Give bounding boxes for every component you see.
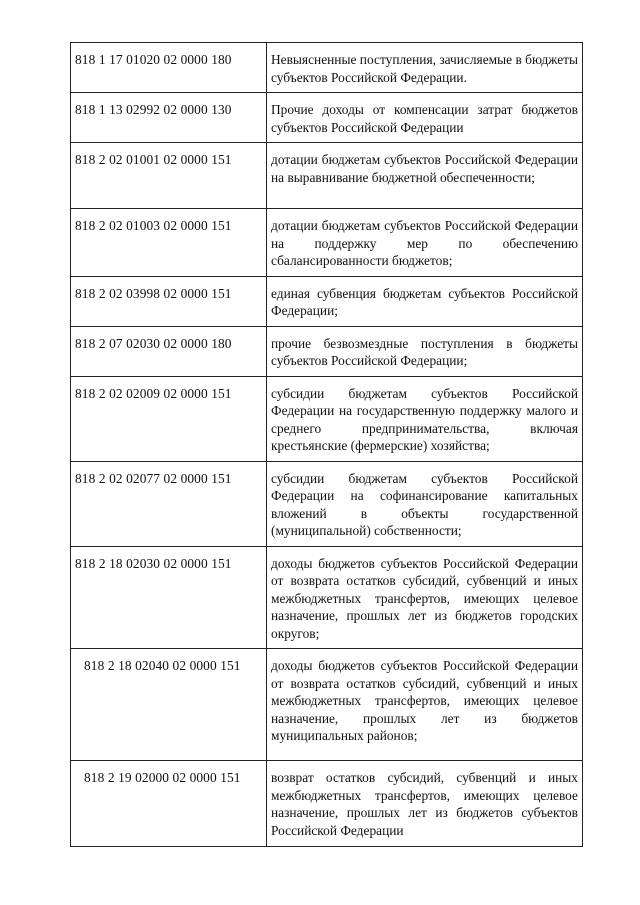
description-cell: прочие безвозмездные поступления в бюджеты субъектов Российской Федерации; <box>267 326 583 376</box>
table-row <box>71 93 583 143</box>
budget-codes-table <box>70 42 583 847</box>
description-cell: дотации бюджетам субъектов Российской Федерации на поддержку мер по обеспечению сбалансированности бюджетов; <box>267 209 583 277</box>
code-cell: 818 2 02 01003 02 0000 151 <box>71 209 267 277</box>
table-row <box>71 546 583 649</box>
code-cell: 818 1 17 01020 02 0000 180 <box>71 43 267 93</box>
code-cell: 818 1 13 02992 02 0000 130 <box>71 93 267 143</box>
code-cell: 818 2 19 02000 02 0000 151 <box>71 761 267 847</box>
table-row <box>71 326 583 376</box>
code-cell: 818 2 02 02009 02 0000 151 <box>71 376 267 461</box>
code-cell: 818 2 02 01001 02 0000 151 <box>71 143 267 209</box>
code-cell: 818 2 18 02030 02 0000 151 <box>71 546 267 649</box>
table-row <box>71 209 583 277</box>
table-row <box>71 276 583 326</box>
description-cell: дотации бюджетам субъектов Российской Федерации на выравнивание бюджетной обеспеченности; <box>267 143 583 209</box>
description-cell: субсидии бюджетам субъектов Российской Федерации на софинансирование капитальных вложений в объекты государственной (муниципальной) собственности; <box>267 461 583 546</box>
description-cell: доходы бюджетов субъектов Российской Федерации от возврата остатков субсидий, субвенций и иных межбюджетных трансфертов, имеющих целевое назначение, прошлых лет из бюджетов муниципальных районов; <box>267 649 583 761</box>
table-row <box>71 376 583 461</box>
description-cell: единая субвенция бюджетам субъектов Российской Федерации; <box>267 276 583 326</box>
table-row <box>71 43 583 93</box>
description-cell: Прочие доходы от компенсации затрат бюджетов субъектов Российской Федерации <box>267 93 583 143</box>
table-row <box>71 649 583 761</box>
description-cell: возврат остатков субсидий, субвенций и иных межбюджетных трансфертов, имеющих целевое назначение, прошлых лет из бюджетов субъектов Российской Федерации <box>267 761 583 847</box>
table-row <box>71 761 583 847</box>
description-cell: субсидии бюджетам субъектов Российской Федерации на государственную поддержку малого и среднего предпринимательства, включая крестьянские (фермерские) хозяйства; <box>267 376 583 461</box>
description-cell: Невыясненные поступления, зачисляемые в бюджеты субъектов Российской Федерации. <box>267 43 583 93</box>
code-cell: 818 2 02 02077 02 0000 151 <box>71 461 267 546</box>
code-cell: 818 2 18 02040 02 0000 151 <box>71 649 267 761</box>
code-cell: 818 2 02 03998 02 0000 151 <box>71 276 267 326</box>
table-row <box>71 461 583 546</box>
description-cell: доходы бюджетов субъектов Российской Федерации от возврата остатков субсидий, субвенций и иных межбюджетных трансфертов, имеющих целевое назначение, прошлых лет из бюджетов городских округов; <box>267 546 583 649</box>
code-cell: 818 2 07 02030 02 0000 180 <box>71 326 267 376</box>
table-row <box>71 143 583 209</box>
